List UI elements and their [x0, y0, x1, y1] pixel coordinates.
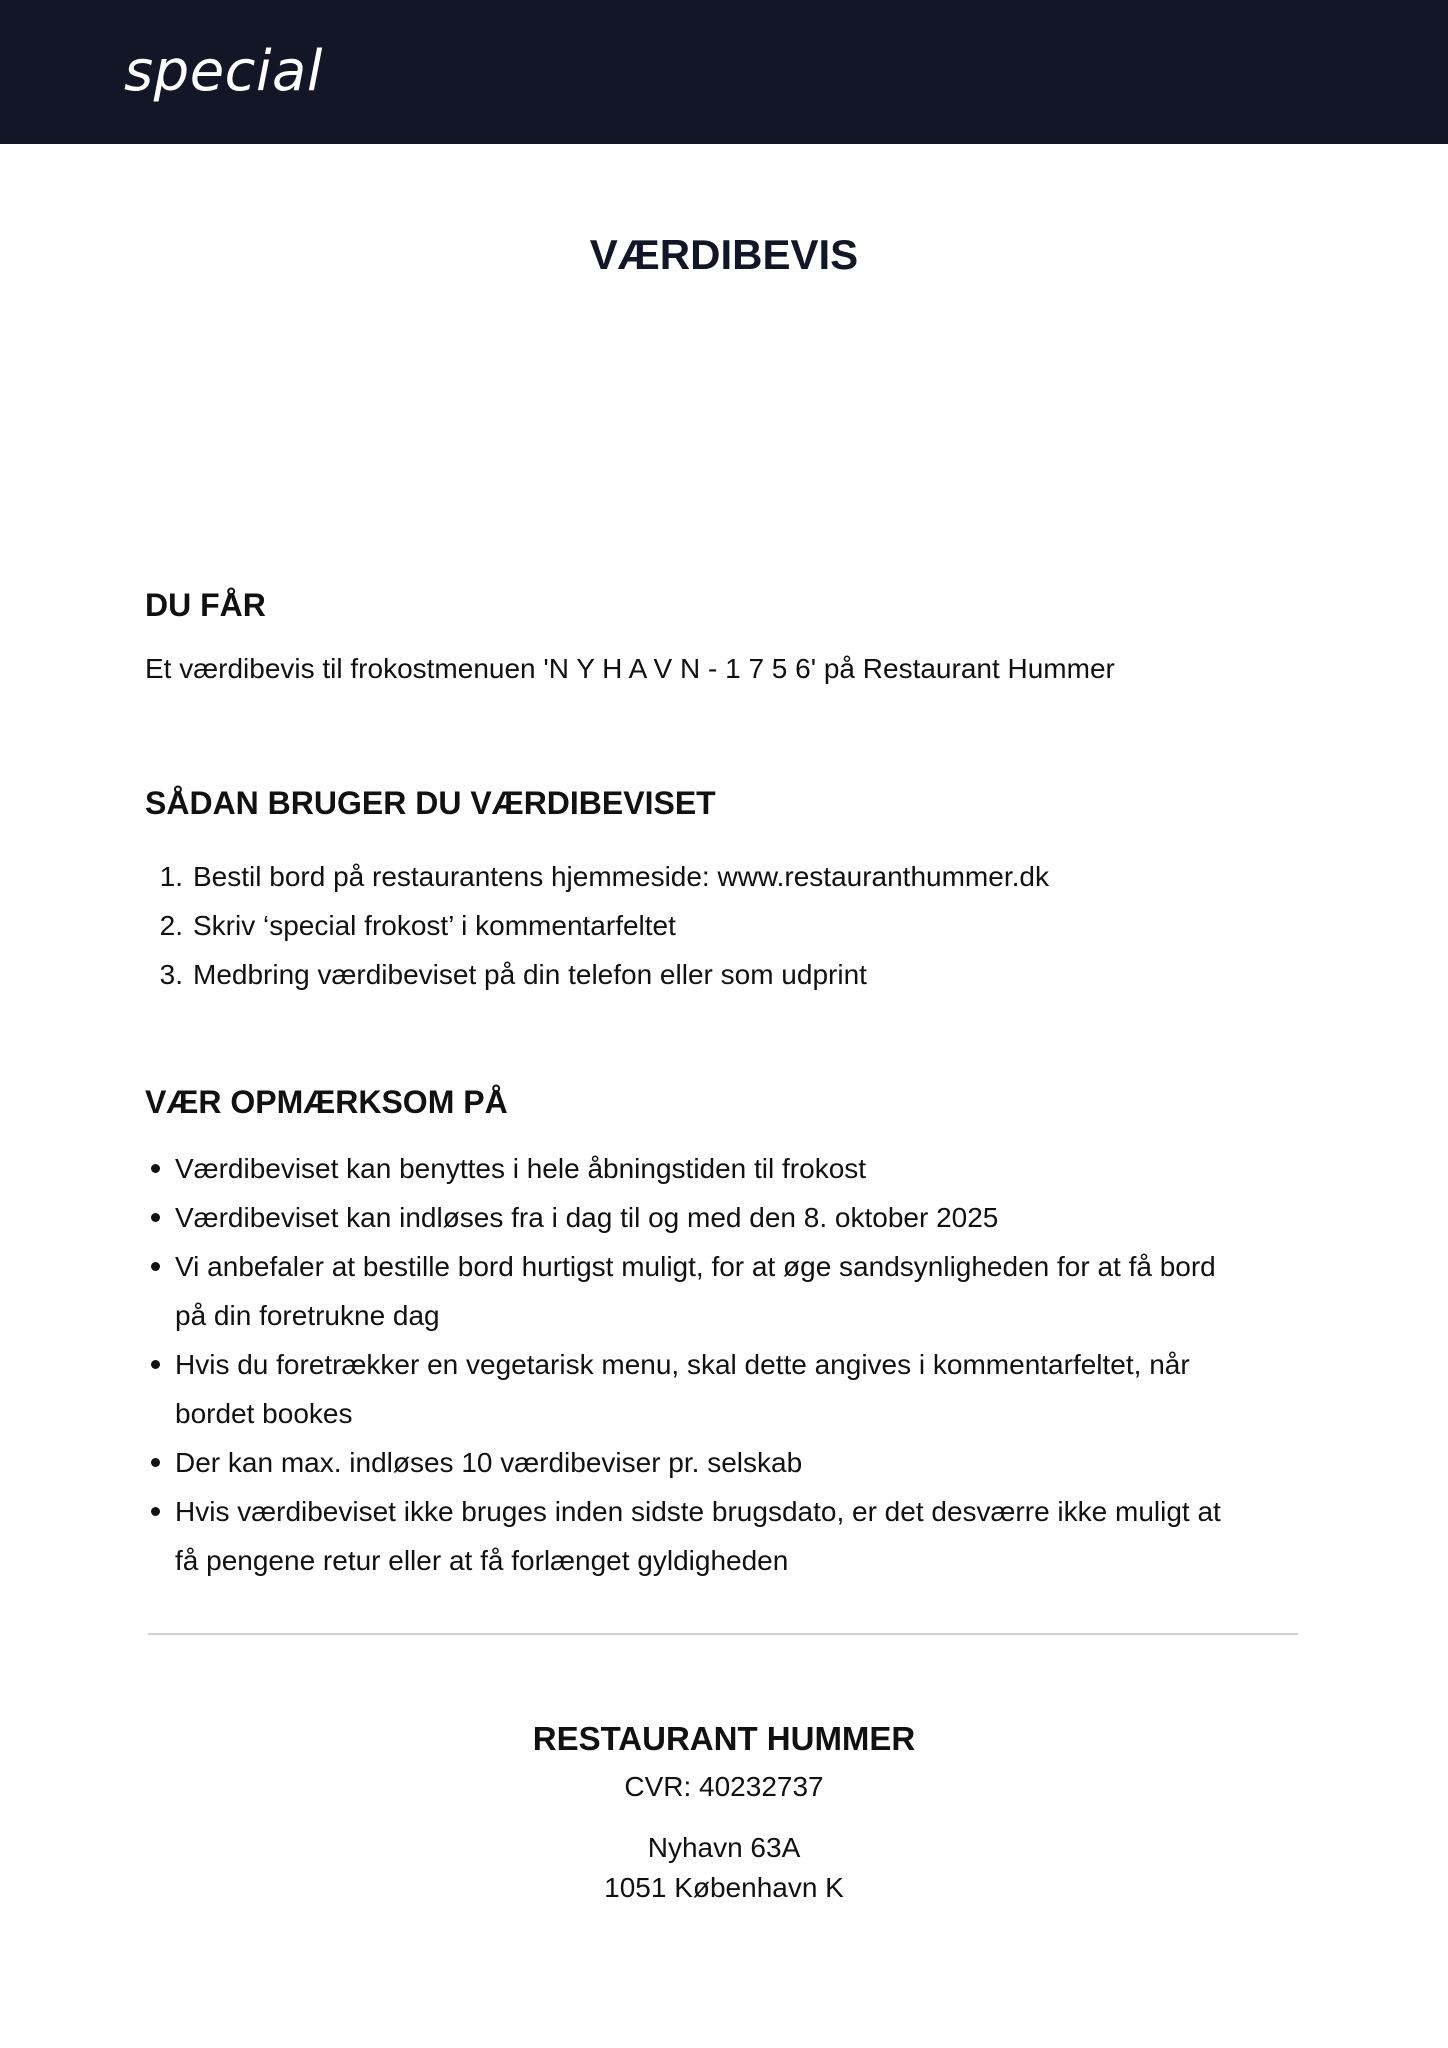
- divider: [148, 1633, 1298, 1635]
- notes-list: [145, 1144, 1245, 1585]
- list-item: [145, 1438, 1245, 1487]
- bullet-icon: [145, 1144, 175, 1193]
- footer-company-name: RESTAURANT HUMMER: [532, 1720, 916, 1757]
- footer-cvr: CVR: 40232737: [624, 1771, 824, 1802]
- bullet-icon: [145, 1438, 175, 1487]
- list-item: [145, 1144, 1245, 1193]
- list-item: [145, 901, 1049, 950]
- header-bar: [0, 0, 1448, 144]
- step-number: 3 .: [145, 950, 183, 999]
- list-item: [145, 1487, 1245, 1585]
- footer-address-city: 1051 København K: [604, 1872, 844, 1903]
- step-text: Skriv ‘special frokost’ i kommentarfeltet: [193, 910, 676, 941]
- note-text: Vi anbefaler at bestille bord hurtigst muligt, for at øge sandsynligheden for at få bord på din foretrukne dag: [175, 1251, 1216, 1331]
- section-heading-notes: VÆR OPMÆRKSOM PÅ: [145, 1084, 508, 1120]
- note-text: Der kan max. indløses 10 værdibeviser pr. selskab: [175, 1447, 803, 1478]
- bullet-icon: [145, 1340, 175, 1438]
- usage-steps-list: [145, 852, 1049, 999]
- note-text: Hvis værdibeviset ikke bruges inden sidste brugsdato, er det desværre ikke muligt at få pengene retur eller at få forlænget gyldigheden: [175, 1496, 1221, 1576]
- step-text: Bestil bord på restaurantens hjemmeside: www.restauranthummer.dk: [193, 861, 1049, 892]
- document-title: VÆRDIBEVIS: [589, 231, 859, 278]
- step-number: 2 .: [145, 901, 183, 950]
- step-text: Medbring værdibeviset på din telefon eller som udprint: [193, 959, 867, 990]
- list-item: [145, 950, 1049, 999]
- list-item: [145, 852, 1049, 901]
- list-item: [145, 1193, 1245, 1242]
- section-heading-receive: DU FÅR: [145, 587, 266, 623]
- step-number: 1 .: [145, 852, 183, 901]
- brand-logo: special: [124, 39, 323, 104]
- list-item: [145, 1340, 1245, 1438]
- bullet-icon: [145, 1242, 175, 1340]
- note-text: Hvis du foretrækker en vegetarisk menu, skal dette angives i kommentarfeltet, når bordet bookes: [175, 1349, 1190, 1429]
- receive-description: Et værdibevis til frokostmenuen 'N Y H A V N - 1 7 5 6' på Restaurant Hummer: [145, 653, 1115, 684]
- footer-address-street: Nyhavn 63A: [647, 1832, 801, 1863]
- bullet-icon: [145, 1193, 175, 1242]
- list-item: [145, 1242, 1245, 1340]
- section-heading-usage: SÅDAN BRUGER DU VÆRDIBEVISET: [145, 785, 716, 821]
- note-text: Værdibeviset kan indløses fra i dag til og med den 8. oktober 2025: [175, 1202, 999, 1233]
- bullet-icon: [145, 1487, 175, 1585]
- note-text: Værdibeviset kan benyttes i hele åbningstiden til frokost: [175, 1153, 867, 1184]
